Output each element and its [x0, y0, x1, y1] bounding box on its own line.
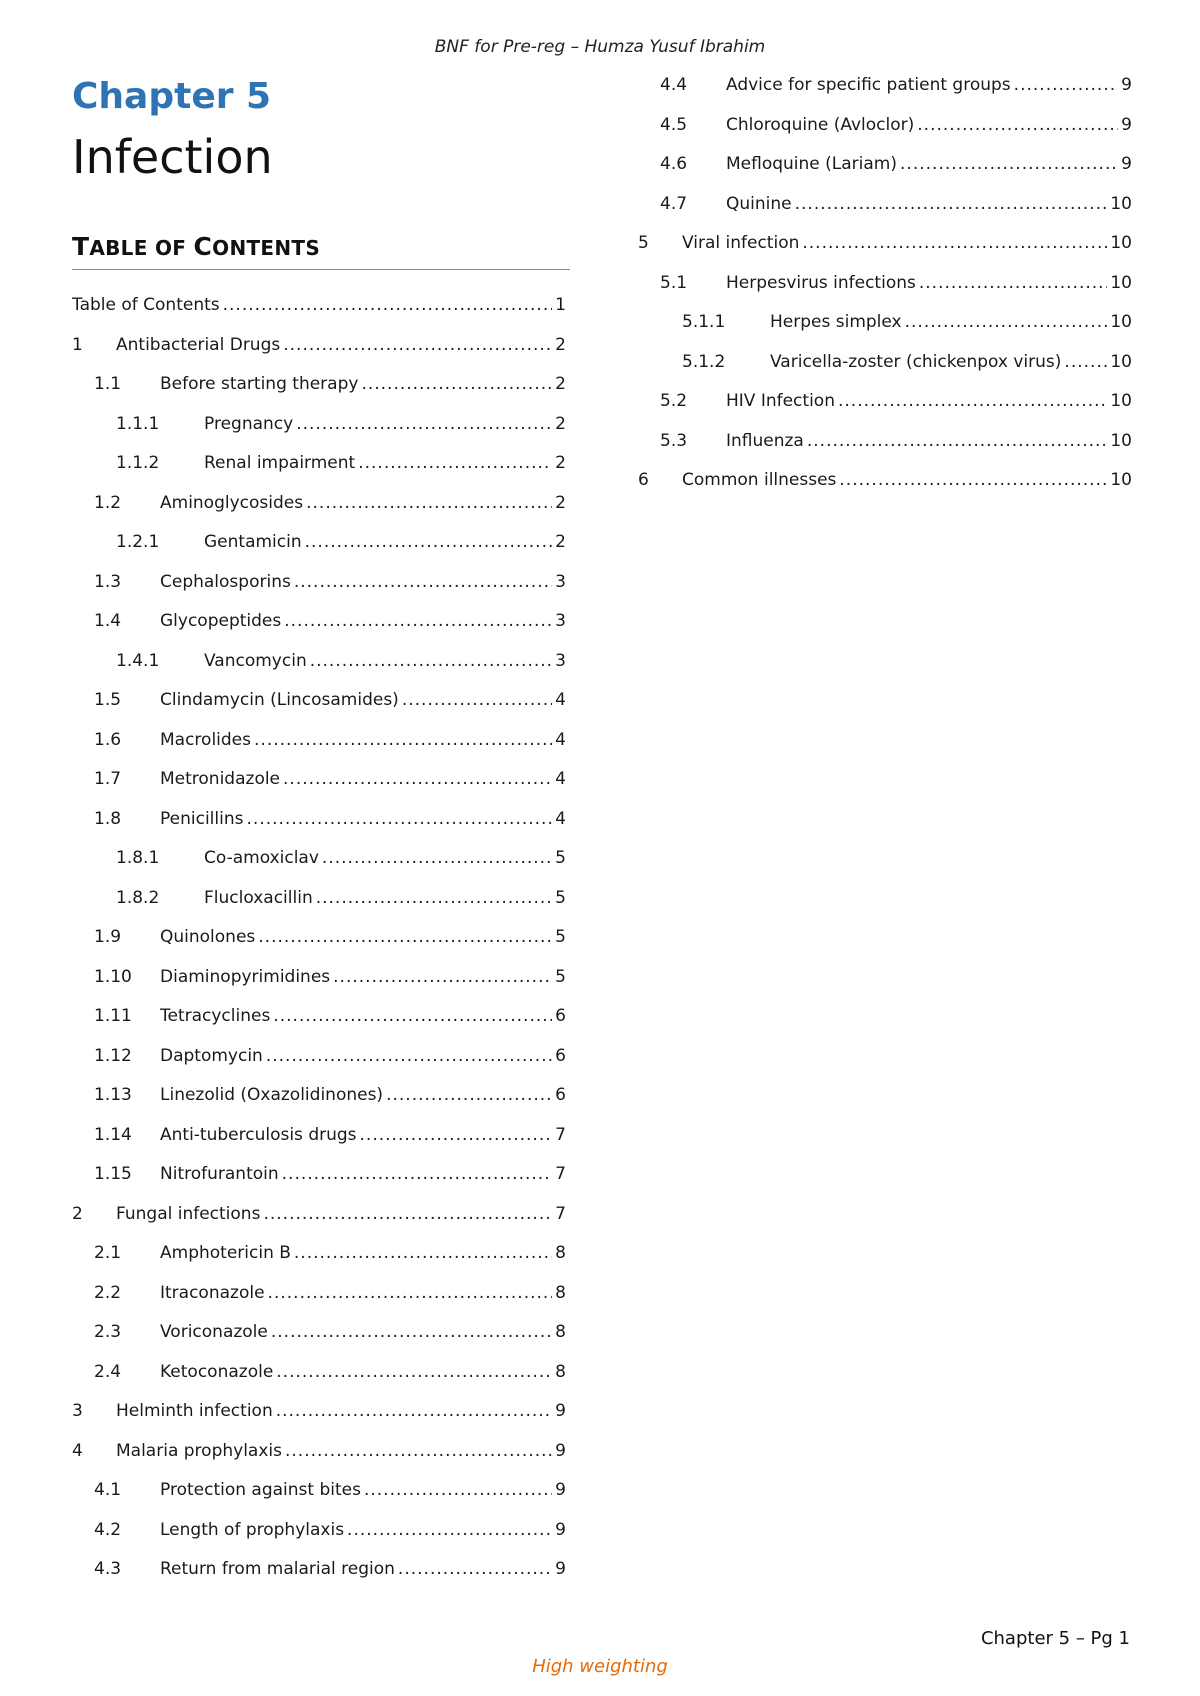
toc-entry-page: 7 — [555, 1203, 566, 1224]
toc-entry[interactable] — [72, 1046, 566, 1086]
toc-entry-number: 1.1 — [94, 374, 122, 394]
toc-entry[interactable] — [638, 470, 1132, 510]
toc-entry-page: 10 — [1110, 470, 1132, 490]
toc-entry-number: 5.2 — [660, 391, 688, 411]
toc-entry[interactable] — [72, 769, 566, 809]
toc-entry-page: 6 — [555, 1045, 566, 1066]
toc-entry-page: 2 — [555, 492, 566, 513]
toc-dot-leader — [246, 809, 552, 829]
toc-entry-title: Table of Contents — [72, 295, 220, 315]
toc-dot-leader — [258, 927, 552, 947]
toc-entry[interactable] — [638, 352, 1132, 392]
toc-entry-page: 9 — [1121, 114, 1132, 135]
toc-dot-leader — [398, 1559, 552, 1579]
toc-dot-leader — [802, 233, 1107, 253]
toc-entry-page: 8 — [555, 1243, 566, 1263]
toc-entry-title: Common illnesses — [682, 470, 837, 490]
toc-entry-title: Glycopeptides — [160, 611, 282, 631]
toc-heading-smallcaps: ABLE OF — [89, 236, 194, 260]
toc-entry-number: 1.4.1 — [116, 650, 160, 671]
toc-entry-page: 3 — [555, 571, 566, 592]
toc-entry-page: 9 — [555, 1440, 566, 1461]
toc-entry[interactable] — [72, 493, 566, 533]
toc-dot-leader — [322, 848, 552, 868]
chapter-label: Chapter 5 — [72, 76, 272, 117]
toc-entry-title: Before starting therapy — [160, 374, 359, 394]
toc-entry[interactable] — [638, 154, 1132, 194]
toc-entry-title: Herpes simplex — [770, 312, 902, 332]
toc-entry[interactable] — [72, 690, 566, 730]
toc-entry-number: 1.12 — [94, 1045, 132, 1066]
toc-entry[interactable] — [72, 1401, 566, 1441]
toc-entry-page: 2 — [555, 453, 566, 473]
toc-dot-leader — [276, 1401, 552, 1421]
toc-entry[interactable] — [638, 115, 1132, 155]
toc-entry-number: 1.8.2 — [116, 887, 160, 908]
toc-entry-number: 1.3 — [94, 571, 122, 592]
toc-entry[interactable] — [72, 1125, 566, 1165]
toc-entry-number: 5.1 — [660, 272, 688, 293]
toc-entry[interactable] — [72, 1204, 566, 1244]
toc-entry-page: 4 — [555, 769, 566, 789]
toc-dot-leader — [919, 273, 1108, 293]
toc-entry-page: 9 — [555, 1401, 566, 1421]
toc-dot-leader — [838, 391, 1107, 411]
toc-entry-page: 2 — [555, 413, 566, 434]
toc-heading-cap: T — [72, 232, 90, 261]
toc-entry-title: Itraconazole — [160, 1282, 265, 1303]
toc-entry-page: 8 — [555, 1282, 566, 1303]
toc-entry[interactable] — [72, 295, 566, 335]
toc-entry-number: 1.15 — [94, 1164, 132, 1184]
toc-entry-page: 9 — [555, 1519, 566, 1540]
toc-entry[interactable] — [72, 888, 566, 928]
footer-note: High weighting — [532, 1656, 668, 1677]
toc-entry-page: 1 — [555, 295, 566, 315]
toc-entry-page: 9 — [1121, 154, 1132, 174]
toc-dot-leader — [294, 1243, 552, 1263]
toc-entry-title: Antibacterial Drugs — [116, 334, 281, 355]
toc-entry-title: Nitrofurantoin — [160, 1164, 279, 1184]
toc-dot-leader — [263, 1204, 552, 1224]
toc-dot-leader — [333, 967, 552, 987]
toc-entry[interactable] — [72, 1164, 566, 1204]
toc-entry-title: Influenza — [726, 430, 804, 451]
running-header: BNF for Pre-reg – Humza Yusuf Ibrahim — [434, 37, 766, 57]
toc-entry-title: Amphotericin B — [160, 1243, 291, 1263]
toc-entry-title: Co-amoxiclav — [204, 848, 319, 868]
toc-entry-number: 1.2.1 — [116, 532, 160, 552]
toc-entry-title: Renal impairment — [204, 453, 356, 473]
toc-entry-title: Gentamicin — [204, 532, 302, 552]
toc-entry-title: Ketoconazole — [160, 1361, 274, 1382]
toc-entry-number: 5.1.2 — [682, 351, 726, 372]
toc-entry-page: 8 — [555, 1361, 566, 1382]
toc-dot-leader — [361, 374, 552, 394]
toc-entry-number: 5.1.1 — [682, 312, 726, 332]
toc-right-column — [638, 75, 1132, 510]
toc-entry-number: 6 — [638, 470, 649, 490]
toc-dot-leader — [347, 1520, 552, 1540]
toc-dot-leader — [276, 1362, 552, 1382]
toc-entry-number: 1.10 — [94, 966, 132, 987]
toc-entry[interactable] — [72, 809, 566, 849]
toc-entry-page: 10 — [1110, 312, 1132, 332]
toc-entry-page: 7 — [555, 1164, 566, 1184]
toc-entry[interactable] — [72, 335, 566, 375]
toc-entry-number: 1.1.2 — [116, 453, 160, 473]
toc-dot-leader — [839, 470, 1107, 490]
toc-dot-leader — [285, 1441, 552, 1461]
toc-entry-title: Chloroquine (Avloclor) — [726, 114, 915, 135]
toc-entry[interactable] — [72, 414, 566, 454]
toc-entry-page: 2 — [555, 374, 566, 394]
toc-entry-number: 4.4 — [660, 75, 688, 95]
toc-entry-number: 1.7 — [94, 769, 122, 789]
toc-entry-page: 3 — [555, 650, 566, 671]
toc-entry-title: HIV Infection — [726, 391, 835, 411]
toc-dot-leader — [305, 532, 553, 552]
toc-entry[interactable] — [72, 572, 566, 612]
toc-dot-leader — [268, 1283, 553, 1303]
toc-entry-title: Linezolid (Oxazolidinones) — [160, 1085, 384, 1105]
toc-entry-page: 3 — [555, 611, 566, 631]
toc-entry-page: 5 — [555, 927, 566, 947]
toc-dot-leader — [364, 1480, 552, 1500]
toc-dot-leader — [310, 651, 552, 671]
chapter-title: Infection — [72, 130, 273, 184]
toc-dot-leader — [386, 1085, 552, 1105]
toc-dot-leader — [273, 1006, 552, 1026]
toc-dot-leader — [358, 453, 552, 473]
toc-entry[interactable] — [638, 431, 1132, 471]
toc-dot-leader — [223, 295, 553, 315]
toc-entry-page: 10 — [1110, 193, 1132, 214]
toc-entry[interactable] — [638, 75, 1132, 115]
toc-entry-number: 3 — [72, 1401, 83, 1421]
toc-entry-page: 10 — [1110, 272, 1132, 293]
toc-entry-page: 9 — [555, 1559, 566, 1579]
toc-entry-number: 1.5 — [94, 690, 122, 710]
toc-entry-page: 10 — [1110, 430, 1132, 451]
toc-dot-leader — [254, 730, 552, 750]
toc-entry-title: Diaminopyrimidines — [160, 966, 331, 987]
toc-dot-leader — [271, 1322, 552, 1342]
toc-entry-number: 1.6 — [94, 729, 122, 750]
toc-entry-title: Aminoglycosides — [160, 492, 304, 513]
toc-entry[interactable] — [72, 1520, 566, 1560]
toc-entry-title: Helminth infection — [116, 1401, 273, 1421]
toc-entry[interactable] — [72, 1243, 566, 1283]
toc-dot-leader — [306, 493, 552, 513]
toc-left-column — [72, 295, 566, 1599]
toc-entry[interactable] — [72, 532, 566, 572]
toc-entry-page: 6 — [555, 1085, 566, 1105]
toc-entry[interactable] — [72, 1085, 566, 1125]
toc-entry-number: 4.7 — [660, 193, 688, 214]
toc-entry[interactable] — [72, 1480, 566, 1520]
toc-dot-leader — [283, 769, 552, 789]
toc-dot-leader — [917, 115, 1118, 135]
toc-dot-leader — [402, 690, 552, 710]
toc-entry-title: Quinolones — [160, 927, 256, 947]
toc-heading-smallcaps: ONTENTS — [212, 236, 321, 260]
toc-entry-title: Pregnancy — [204, 413, 294, 434]
toc-entry-title: Length of prophylaxis — [160, 1519, 345, 1540]
toc-dot-leader — [266, 1046, 552, 1066]
toc-entry-title: Anti-tuberculosis drugs — [160, 1124, 357, 1145]
toc-entry-title: Malaria prophylaxis — [116, 1440, 282, 1461]
toc-heading-cap: C — [193, 232, 213, 261]
toc-heading — [72, 232, 570, 270]
toc-entry-number: 5.3 — [660, 430, 688, 451]
toc-entry-number: 2.4 — [94, 1361, 122, 1382]
toc-entry[interactable] — [72, 967, 566, 1007]
toc-entry-title: Clindamycin (Lincosamides) — [160, 690, 399, 710]
toc-entry-number: 1.13 — [94, 1085, 132, 1105]
toc-entry-number: 1.2 — [94, 492, 122, 513]
toc-entry-title: Varicella-zoster (chickenpox virus) — [770, 351, 1062, 372]
toc-entry[interactable] — [72, 1559, 566, 1599]
toc-entry-page: 7 — [555, 1124, 566, 1145]
toc-entry-number: 1.9 — [94, 927, 122, 947]
toc-entry-title: Tetracyclines — [160, 1006, 271, 1026]
toc-dot-leader — [905, 312, 1108, 332]
toc-entry[interactable] — [72, 374, 566, 414]
toc-entry[interactable] — [72, 453, 566, 493]
toc-entry-title: Viral infection — [682, 233, 800, 253]
toc-entry[interactable] — [72, 1322, 566, 1362]
toc-entry-page: 5 — [555, 966, 566, 987]
toc-entry-number: 2.2 — [94, 1282, 122, 1303]
toc-entry-number: 1.11 — [94, 1006, 132, 1026]
toc-entry-number: 1.8.1 — [116, 848, 160, 868]
toc-entry-page: 5 — [555, 887, 566, 908]
toc-entry[interactable] — [72, 611, 566, 651]
toc-entry[interactable] — [638, 273, 1132, 313]
toc-entry-title: Metronidazole — [160, 769, 281, 789]
toc-entry-page: 9 — [1121, 75, 1132, 95]
toc-dot-leader — [900, 154, 1118, 174]
page-footer-label: Chapter 5 – Pg 1 — [980, 1628, 1130, 1649]
toc-entry-title: Advice for specific patient groups — [726, 75, 1011, 95]
toc-entry-title: Quinine — [726, 193, 792, 214]
toc-entry[interactable] — [638, 233, 1132, 273]
toc-entry-title: Mefloquine (Lariam) — [726, 154, 898, 174]
toc-entry-page: 4 — [555, 690, 566, 710]
toc-entry-number: 1.1.1 — [116, 413, 160, 434]
toc-entry[interactable] — [72, 651, 566, 691]
toc-entry-number: 1.8 — [94, 808, 122, 829]
toc-entry-page: 8 — [555, 1322, 566, 1342]
toc-dot-leader — [360, 1125, 553, 1145]
toc-entry-number: 1.4 — [94, 611, 122, 631]
toc-entry[interactable] — [72, 848, 566, 888]
toc-entry-number: 4.2 — [94, 1519, 122, 1540]
toc-entry-number: 1 — [72, 334, 83, 355]
toc-entry[interactable] — [72, 730, 566, 770]
toc-dot-leader — [316, 888, 552, 908]
toc-entry-number: 4.3 — [94, 1559, 122, 1579]
toc-entry-title: Protection against bites — [160, 1480, 361, 1500]
toc-entry-number: 2 — [72, 1203, 83, 1224]
toc-entry-page: 2 — [555, 334, 566, 355]
toc-dot-leader — [294, 572, 552, 592]
toc-dot-leader — [283, 335, 552, 355]
toc-entry-page: 10 — [1110, 233, 1132, 253]
toc-entry-number: 4.6 — [660, 154, 688, 174]
toc-entry-number: 5 — [638, 233, 649, 253]
toc-entry[interactable] — [72, 1362, 566, 1402]
toc-entry-number: 1.14 — [94, 1124, 132, 1145]
toc-entry-page: 5 — [555, 848, 566, 868]
toc-dot-leader — [282, 1164, 553, 1184]
toc-entry[interactable] — [638, 312, 1132, 352]
toc-entry[interactable] — [72, 1441, 566, 1481]
toc-entry[interactable] — [638, 391, 1132, 431]
toc-entry-number: 4.1 — [94, 1480, 122, 1500]
toc-entry-number: 4.5 — [660, 114, 688, 135]
toc-entry-title: Cephalosporins — [160, 571, 291, 592]
toc-dot-leader — [296, 414, 552, 434]
toc-entry-number: 4 — [72, 1440, 83, 1461]
toc-entry-title: Flucloxacillin — [204, 887, 313, 908]
toc-dot-leader — [1014, 75, 1119, 95]
toc-entry-title: Vancomycin — [204, 650, 307, 671]
toc-entry-title: Penicillins — [160, 808, 244, 829]
toc-entry-title: Fungal infections — [116, 1203, 261, 1224]
toc-entry[interactable] — [72, 1006, 566, 1046]
toc-dot-leader — [1064, 352, 1107, 372]
toc-dot-leader — [284, 611, 552, 631]
toc-entry[interactable] — [72, 927, 566, 967]
toc-entry[interactable] — [638, 194, 1132, 234]
toc-entry-page: 10 — [1110, 351, 1132, 372]
toc-dot-leader — [807, 431, 1108, 451]
toc-entry-number: 2.1 — [94, 1243, 122, 1263]
toc-entry[interactable] — [72, 1283, 566, 1323]
toc-entry-title: Daptomycin — [160, 1045, 263, 1066]
toc-entry-title: Macrolides — [160, 729, 252, 750]
toc-entry-page: 10 — [1110, 391, 1132, 411]
toc-entry-title: Voriconazole — [160, 1322, 268, 1342]
toc-entry-page: 2 — [555, 532, 566, 552]
toc-entry-page: 4 — [555, 729, 566, 750]
toc-entry-title: Return from malarial region — [160, 1559, 395, 1579]
toc-entry-number: 2.3 — [94, 1322, 122, 1342]
toc-entry-page: 6 — [555, 1006, 566, 1026]
toc-entry-page: 9 — [555, 1480, 566, 1500]
toc-dot-leader — [795, 194, 1108, 214]
toc-entry-title: Herpesvirus infections — [726, 272, 916, 293]
toc-entry-page: 4 — [555, 808, 566, 829]
